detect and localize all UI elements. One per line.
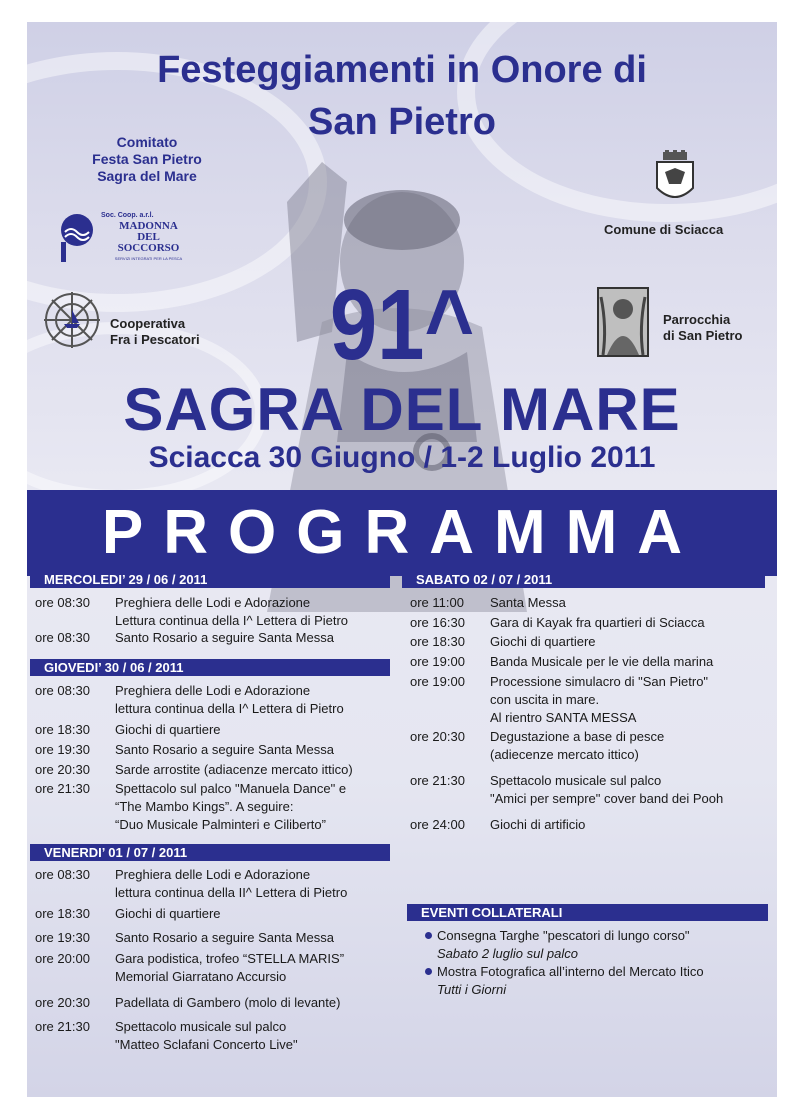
collateral-event-text: Consegna Targhe "pescatori di lungo corso" <box>437 928 690 943</box>
event-line: Processione simulacro di "San Pietro" <box>490 674 709 689</box>
event-time: ore 16:30 <box>410 615 465 630</box>
event-description <box>115 682 344 718</box>
event-time: ore 21:30 <box>410 773 465 788</box>
event-description <box>115 594 348 630</box>
event-item <box>35 994 395 1012</box>
event-line: Degustazione a base di pesce <box>490 729 665 744</box>
event-line: Al rientro SANTA MESSA <box>490 710 637 725</box>
logo-name-line: DEL <box>137 231 160 243</box>
day-heading-mercoledi: MERCOLEDI’ 29 / 06 / 2011 <box>30 571 390 588</box>
comitato-line: Comitato <box>116 134 178 150</box>
event-item <box>35 929 395 947</box>
collateral-event-text: Mostra Fotografica all’interno del Mercato Itico <box>437 964 704 979</box>
cooperativa-line: Cooperativa <box>110 316 186 331</box>
event-time: ore 19:30 <box>35 930 90 945</box>
collateral-event-detail: Tutti i Giorni <box>437 982 507 997</box>
madonna-logo-icon <box>57 212 97 264</box>
event-description: Giochi di quartiere <box>490 634 596 649</box>
event-description <box>490 728 664 764</box>
event-item <box>410 728 770 764</box>
event-item <box>410 633 770 651</box>
event-item <box>35 761 395 779</box>
event-description: Santo Rosario a seguire Santa Messa <box>115 930 334 945</box>
event-description <box>115 1018 298 1054</box>
event-description <box>115 950 344 986</box>
event-time: ore 08:30 <box>35 595 90 610</box>
edition-number: 91^ <box>329 269 475 381</box>
main-title-line-1: Festeggiamenti in Onore di <box>157 49 647 91</box>
event-line: “The Mambo Kings”. A seguire: <box>115 799 294 814</box>
event-description: Gara di Kayak fra quartieri di Sciacca <box>490 615 705 630</box>
event-description: Giochi di artificio <box>490 817 586 832</box>
event-description: Santa Messa <box>490 595 566 610</box>
event-item <box>35 780 395 834</box>
event-description: Sarde arrostite (adiacenze mercato ittico) <box>115 762 353 777</box>
event-time: ore 11:00 <box>410 595 464 610</box>
event-name: SAGRA DEL MARE <box>123 376 681 443</box>
event-description: Giochi di quartiere <box>115 906 221 921</box>
event-line: lettura continua della II^ Lettera di Pietro <box>115 885 348 900</box>
event-time: ore 19:00 <box>410 654 465 669</box>
event-line: Preghiera delle Lodi e Adorazione <box>115 595 311 610</box>
event-line: Preghiera delle Lodi e Adorazione <box>115 867 311 882</box>
event-time: ore 18:30 <box>410 634 465 649</box>
event-item <box>35 682 395 718</box>
event-item <box>410 614 770 632</box>
event-line: Spettacolo sul palco "Manuela Dance" e <box>115 781 347 796</box>
parrocchia-line: Parrocchia <box>663 312 731 327</box>
event-item <box>410 772 770 808</box>
event-line: Spettacolo musicale sul palco <box>115 1019 287 1034</box>
poster <box>27 22 777 1097</box>
event-line: Lettura continua della I^ Lettera di Pietro <box>115 613 349 628</box>
collateral-event-detail: Sabato 2 luglio sul palco <box>437 946 578 961</box>
collateral-event-item <box>425 963 704 999</box>
event-time: ore 08:30 <box>35 630 90 645</box>
logo-name-line: SOCCORSO <box>117 242 180 254</box>
event-line: “Duo Musicale Palminteri e Ciliberto” <box>115 817 326 832</box>
event-time: ore 24:00 <box>410 817 465 832</box>
event-description: Banda Musicale per le vie della marina <box>490 654 714 669</box>
logo-coop-line: Soc. Coop. a.r.l. <box>101 212 154 219</box>
event-item <box>410 594 770 612</box>
event-description: Giochi di quartiere <box>115 722 221 737</box>
event-item <box>35 950 395 986</box>
parrocchia-line: di San Pietro <box>663 328 743 343</box>
event-description <box>490 673 708 727</box>
event-line: "Matteo Sclafani Concerto Live" <box>115 1037 298 1052</box>
event-item <box>35 594 395 630</box>
bullet-icon <box>425 932 432 939</box>
event-time: ore 08:30 <box>35 683 90 698</box>
event-line: Gara podistica, trofeo “STELLA MARIS” <box>115 951 345 966</box>
event-item <box>410 653 770 671</box>
event-description <box>490 772 723 808</box>
event-time: ore 21:30 <box>35 781 90 796</box>
event-item <box>410 816 770 834</box>
event-time: ore 20:30 <box>35 762 90 777</box>
event-description <box>115 780 346 834</box>
event-time: ore 20:30 <box>35 995 90 1010</box>
event-time: ore 08:30 <box>35 867 90 882</box>
event-line: lettura continua della I^ Lettera di Pietro <box>115 701 344 716</box>
main-title-line-2: San Pietro <box>308 101 496 143</box>
event-time: ore 20:30 <box>410 729 465 744</box>
day-heading-venerdi: VENERDI’ 01 / 07 / 2011 <box>30 844 390 861</box>
collateral-event-item <box>425 927 690 963</box>
day-heading-sabato: SABATO 02 / 07 / 2011 <box>402 571 765 588</box>
madonna-del-soccorso-logo <box>57 212 217 264</box>
event-line: Preghiera delle Lodi e Adorazione <box>115 683 311 698</box>
event-line: (adiecenze mercato ittico) <box>490 747 639 762</box>
comune-crest-icon <box>653 150 697 210</box>
event-description: Santo Rosario a seguire Santa Messa <box>115 630 334 645</box>
event-item <box>410 673 770 727</box>
cooperativa-line: Fra i Pescatori <box>110 332 200 347</box>
logo-name-line: MADONNA <box>119 220 178 232</box>
comitato-line: Festa San Pietro <box>92 151 202 167</box>
comune-label: Comune di Sciacca <box>604 222 724 237</box>
event-line: "Amici per sempre" cover band dei Pooh <box>490 791 724 806</box>
event-time: ore 20:00 <box>35 951 90 966</box>
event-line: Spettacolo musicale sul palco <box>490 773 662 788</box>
bullet-icon <box>425 968 432 975</box>
event-item <box>35 629 395 647</box>
event-time: ore 19:00 <box>410 674 465 689</box>
logo-tagline: SERVIZI INTEGRATI PER LA PESCA <box>114 256 183 261</box>
event-item <box>35 866 395 902</box>
event-time: ore 18:30 <box>35 722 90 737</box>
event-description: Padellata di Gambero (molo di levante) <box>115 995 341 1010</box>
event-item <box>35 1018 395 1054</box>
comitato-line: Sagra del Mare <box>97 168 197 184</box>
day-heading-giovedi: GIOVEDI’ 30 / 06 / 2011 <box>30 659 390 676</box>
event-item <box>35 721 395 739</box>
programma-banner: PROGRAMMA <box>27 490 777 576</box>
event-dates: Sciacca 30 Giugno / 1-2 Luglio 2011 <box>148 441 656 474</box>
comitato-label <box>67 134 227 185</box>
event-item <box>35 741 395 759</box>
event-time: ore 21:30 <box>35 1019 90 1034</box>
event-description <box>115 866 347 902</box>
event-line: con uscita in mare. <box>490 692 600 707</box>
event-description: Santo Rosario a seguire Santa Messa <box>115 742 334 757</box>
event-item <box>35 905 395 923</box>
collateral-events-heading: EVENTI COLLATERALI <box>407 904 768 921</box>
event-line: Memorial Giarratano Accursio <box>115 969 287 984</box>
event-time: ore 18:30 <box>35 906 90 921</box>
event-time: ore 19:30 <box>35 742 90 757</box>
